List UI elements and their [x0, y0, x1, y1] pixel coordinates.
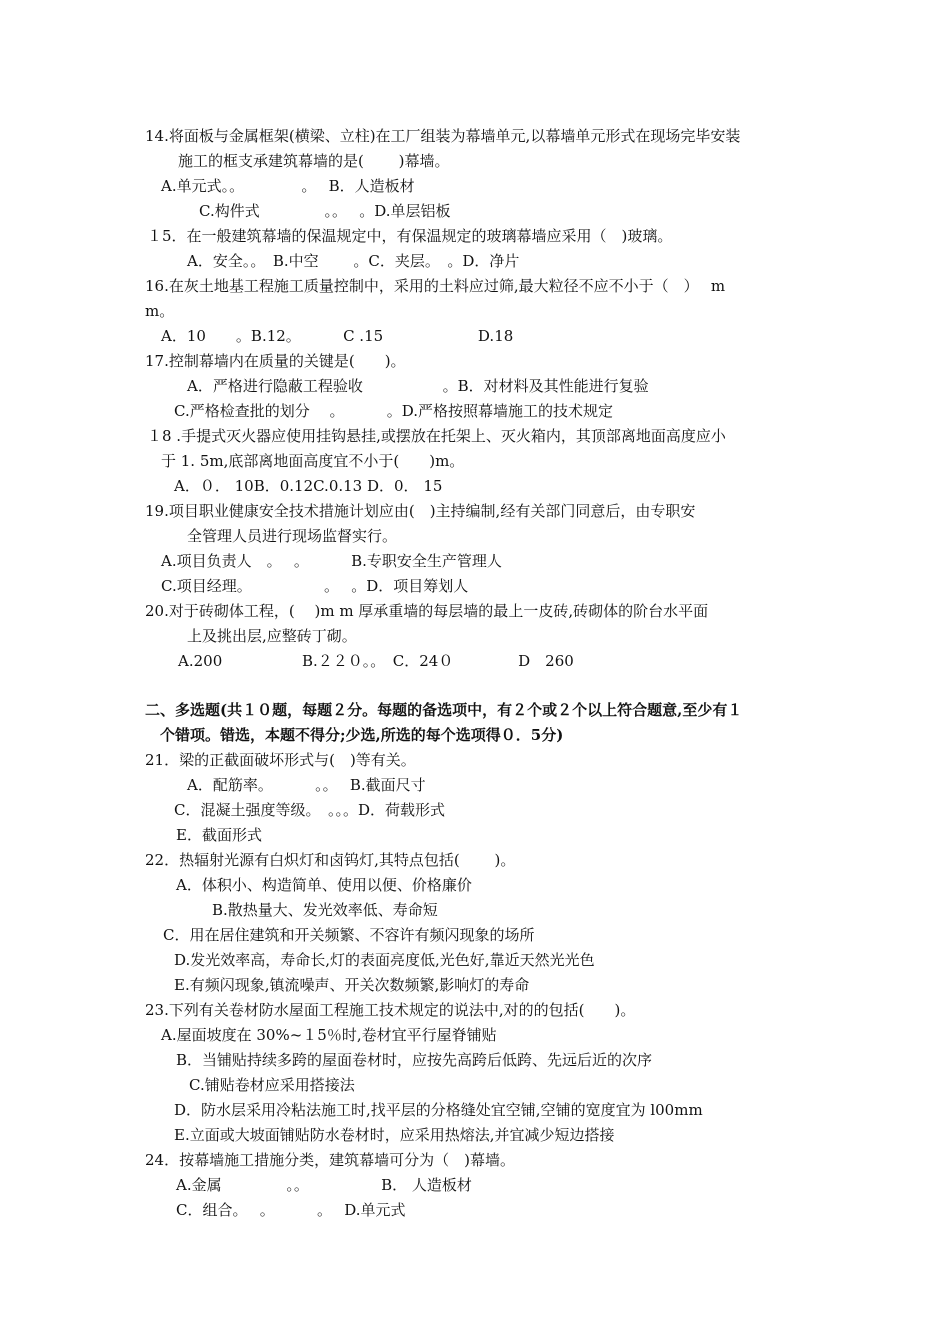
q21-option-e: E．截面形式 [176, 826, 262, 844]
q22-option-b: B.散热量大、发光效率低、寿命短 [212, 901, 438, 919]
q14-stem-line2: 施工的框支承建筑幕墙的是( )幕墙。 [178, 152, 450, 170]
q23-option-a: A.屋面坡度在 30%~１5％时,卷材宜平行屋脊铺贴 [161, 1026, 497, 1044]
q24-options-cd: C．组合。 。 。 D.单元式 [176, 1201, 406, 1219]
q22-option-e: E.有频闪现象,镇流噪声、开关次数频繁,影响灯的寿命 [174, 976, 530, 994]
q19-stem-line1: 19.项目职业健康安全技术措施计划应由( )主持编制,经有关部门同意后，由专职安 [145, 502, 696, 520]
q18-options: A．０． 10B．0.12C.0.13 D．0． 15 [174, 477, 443, 495]
q14-options-ab: A.单元式。。 。 B．人造板材 [161, 177, 415, 195]
q16-stem-line1: 16.在灰土地基工程施工质量控制中，采用的土料应过筛,最大粒径不应不小于（ ） m [145, 277, 726, 295]
q19-options-cd: C.项目经理。 。 。D．项目筹划人 [161, 577, 469, 595]
q21-options-cd: C．混凝土强度等级。 。。。D．荷载形式 [174, 801, 446, 819]
section-2-heading-line1: 二、多选题(共１０题，每题２分。每题的备选项中，有２个或２个以上符合题意,至少有１ [145, 701, 743, 719]
q14-options-cd: C.构件式 。。 。D.单层铝板 [199, 202, 451, 220]
q23-stem: 23.下列有关卷材防水屋面工程施工技术规定的说法中,对的的包括( )。 [145, 1001, 636, 1019]
q17-stem: 17.控制幕墙内在质量的关键是( )。 [145, 352, 406, 370]
q22-stem: 22．热辐射光源有白炽灯和卤钨灯,其特点包括( )。 [145, 851, 516, 869]
q16-options: A．10 。B.12。 C .15 D.18 [161, 327, 514, 345]
q24-stem: 24．按幕墙施工措施分类，建筑幕墙可分为（ )幕墙。 [145, 1151, 515, 1169]
q19-options-ab: A.项目负责人 。 。 B.专职安全生产管理人 [161, 552, 502, 570]
q18-stem-line2: 于 1. 5m,底部离地面高度宜不小于( )m。 [161, 452, 465, 470]
q20-stem-line2: 上及挑出层,应整砖丁砌。 [187, 627, 357, 645]
q17-options-ab: A．严格进行隐蔽工程验收 。B．对材料及其性能进行复验 [187, 377, 649, 395]
section-2-heading-line2: 个错项。错选，本题不得分;少选,所选的每个选项得０．5分) [160, 726, 564, 744]
q19-stem-line2: 全管理人员进行现场监督实行。 [187, 527, 398, 545]
q22-option-c: C．用在居住建筑和开关频繁、不容许有频闪现象的场所 [163, 926, 535, 944]
q16-stem-line2: m。 [145, 302, 175, 320]
q21-stem: 21．梁的正截面破坏形式与( )等有关。 [145, 751, 416, 769]
q15-stem: １5．在一般建筑幕墙的保温规定中，有保温规定的玻璃幕墙应采用（ )玻璃。 [147, 227, 673, 245]
q14-stem-line1: 14.将面板与金属框架(横梁、立柱)在工厂组装为幕墙单元,以幕墙单元形式在现场完毕安装 [145, 127, 741, 145]
q15-options: A．安全。。 B.中空 。C．夹层。 。D．净片 [187, 252, 520, 270]
q17-options-cd: C.严格检查批的划分 。 。D.严格按照幕墙施工的技术规定 [174, 402, 614, 420]
q24-options-ab: A.金属 。。 B． 人造板材 [176, 1176, 472, 1194]
q22-option-d: D.发光效率高，寿命长,灯的表面亮度低,光色好,靠近天然光光色 [174, 951, 595, 969]
q23-option-b: B．当铺贴持续多跨的屋面卷材时，应按先高跨后低跨、先远后近的次序 [176, 1051, 653, 1069]
q20-stem-line1: 20.对于砖砌体工程，( )m m 厚承重墙的每层墙的最上一皮砖,砖砌体的阶台水平面 [145, 602, 709, 620]
q23-option-c: C.铺贴卷材应采用搭接法 [189, 1076, 355, 1094]
q23-option-e: E.立面或大坡面铺贴防水卷材时，应采用热熔法,并宜减少短边搭接 [174, 1126, 615, 1144]
q22-option-a: A．体积小、构造简单、使用以便、价格廉价 [176, 876, 472, 894]
q23-option-d: D．防水层采用冷粘法施工时,找平层的分格缝处宜空铺,空铺的宽度宜为 l00mm [174, 1101, 703, 1119]
q18-stem-line1: １8 .手提式灭火器应使用挂钩悬挂,或摆放在托架上、灭火箱内，其顶部离地面高度应小 [147, 427, 726, 445]
q20-options: A.200 B.２２０。。 C．24０ D 260 [178, 652, 574, 670]
q21-options-ab: A．配筋率。 。。 B.截面尺寸 [187, 776, 426, 794]
